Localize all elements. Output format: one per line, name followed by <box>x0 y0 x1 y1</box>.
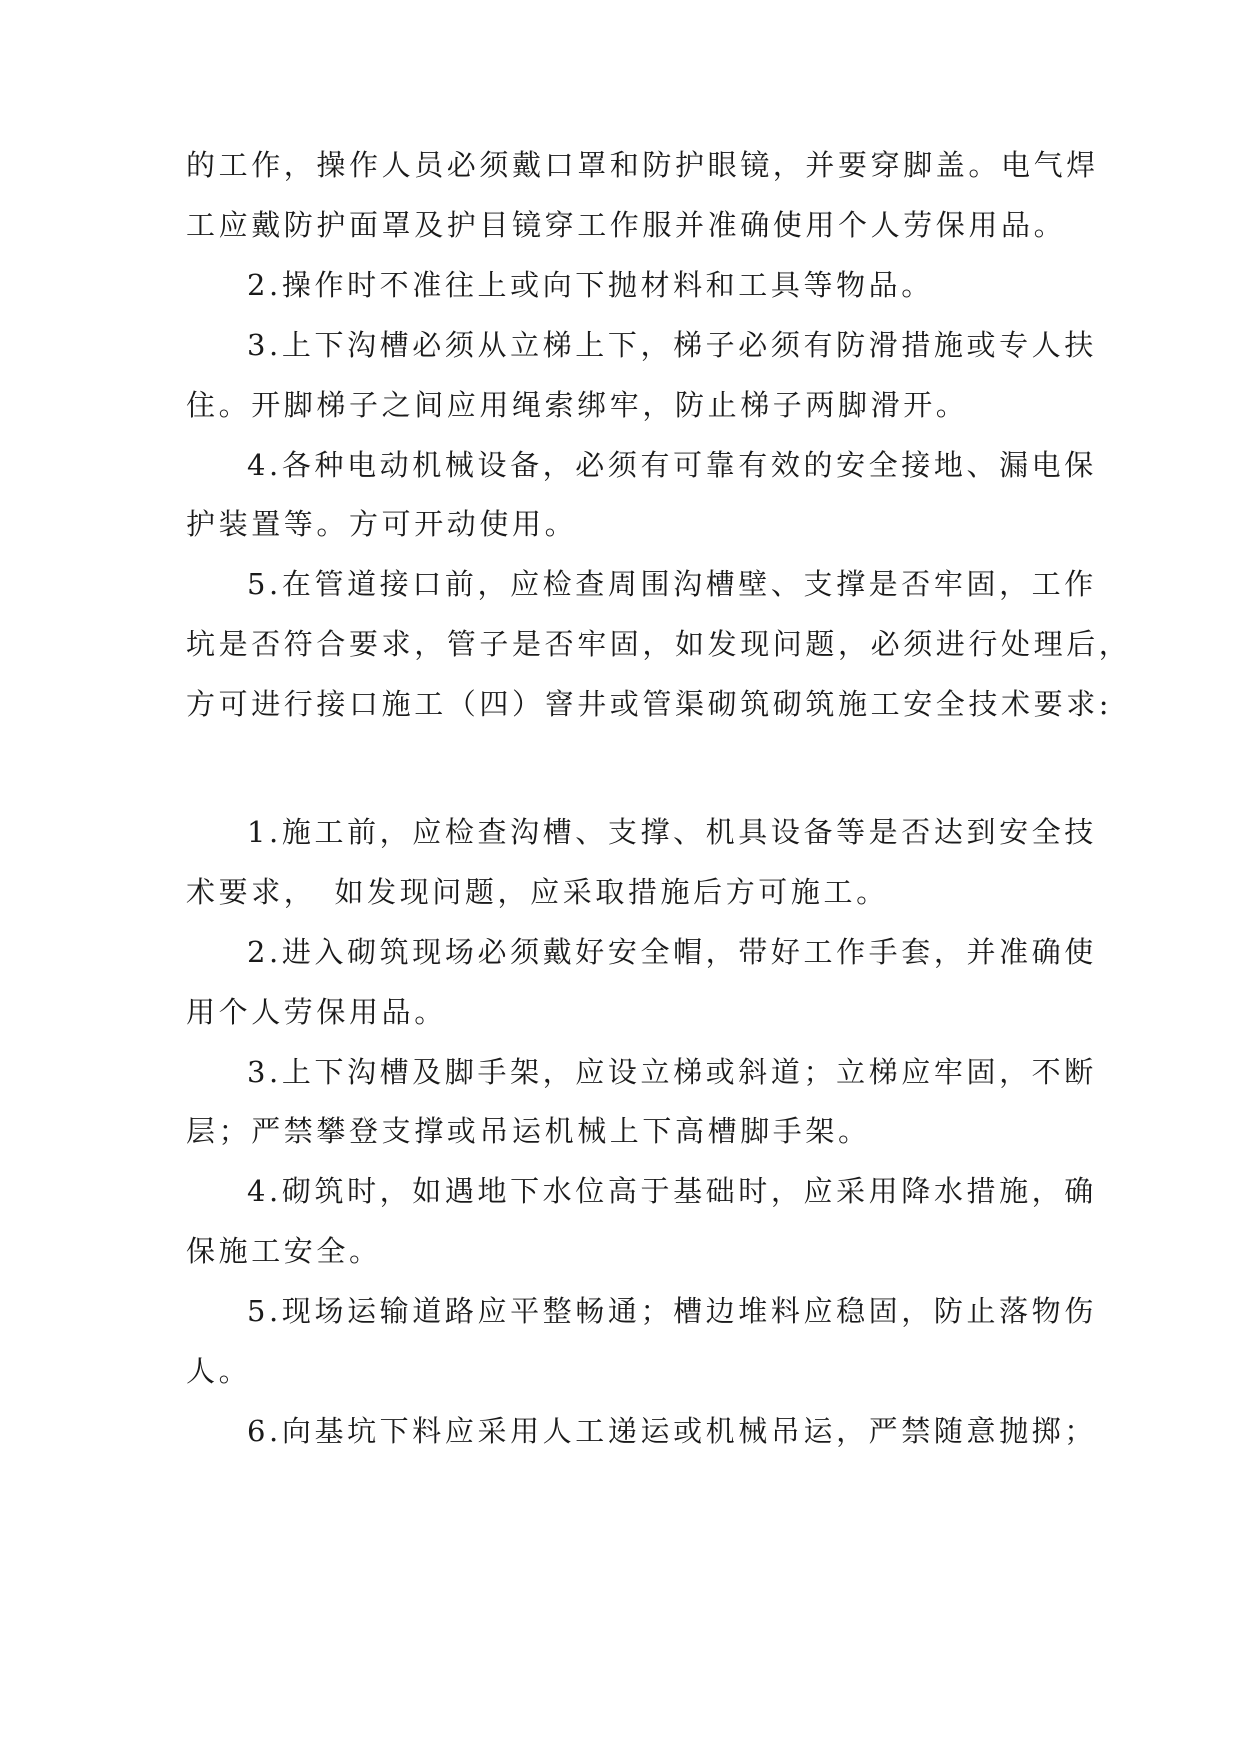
text-line: 住。开脚梯子之间应用绳索绑牢，防止梯子两脚滑开。 <box>186 388 969 422</box>
list-item: 3.上下沟槽及脚手架，应设立梯或斜道；立梯应牢固，不断 <box>247 1055 1097 1089</box>
text-line: 层；严禁攀登支撑或吊运机械上下高槽脚手架。 <box>186 1114 871 1148</box>
text-line: 工应戴防护面罩及护目镜穿工作服并准确使用个人劳保用品。 <box>186 208 1067 242</box>
list-item: 3.上下沟槽必须从立梯上下，梯子必须有防滑措施或专人扶 <box>247 328 1097 362</box>
text-line: 人。 <box>186 1354 252 1388</box>
text-line: 用个人劳保用品。 <box>186 995 447 1029</box>
text-line: 术要求， 如发现问题，应采取措施后方可施工。 <box>186 875 889 909</box>
list-item: 5.现场运输道路应平整畅通；槽边堆料应稳固，防止落物伤 <box>247 1294 1097 1328</box>
text-line: 坑是否符合要求，管子是否牢固，如发现问题，必须进行处理后， <box>186 627 1132 661</box>
text-line: 护装置等。方可开动使用。 <box>186 507 578 541</box>
list-item: 2.操作时不准往上或向下抛材料和工具等物品。 <box>247 268 934 302</box>
text-line: 方可进行接口施工（四）窨井或管渠砌筑砌筑施工安全技术要求: <box>186 687 1113 721</box>
text-line: 的工作，操作人员必须戴口罩和防护眼镜，并要穿脚盖。电气焊 <box>186 148 1099 182</box>
list-item: 6.向基坑下料应采用人工递运或机械吊运，严禁随意抛掷； <box>247 1414 1097 1448</box>
list-item: 4.砌筑时，如遇地下水位高于基础时，应采用降水措施，确 <box>247 1174 1097 1208</box>
text-line: 保施工安全。 <box>186 1234 382 1268</box>
list-item: 4.各种电动机械设备，必须有可靠有效的安全接地、漏电保 <box>247 448 1097 482</box>
list-item: 2.进入砌筑现场必须戴好安全帽，带好工作手套，并准确使 <box>247 935 1097 969</box>
list-item: 5.在管道接口前，应检查周围沟槽壁、支撑是否牢固，工作 <box>247 567 1097 601</box>
list-item: 1.施工前，应检查沟槽、支撑、机具设备等是否达到安全技 <box>247 815 1097 849</box>
